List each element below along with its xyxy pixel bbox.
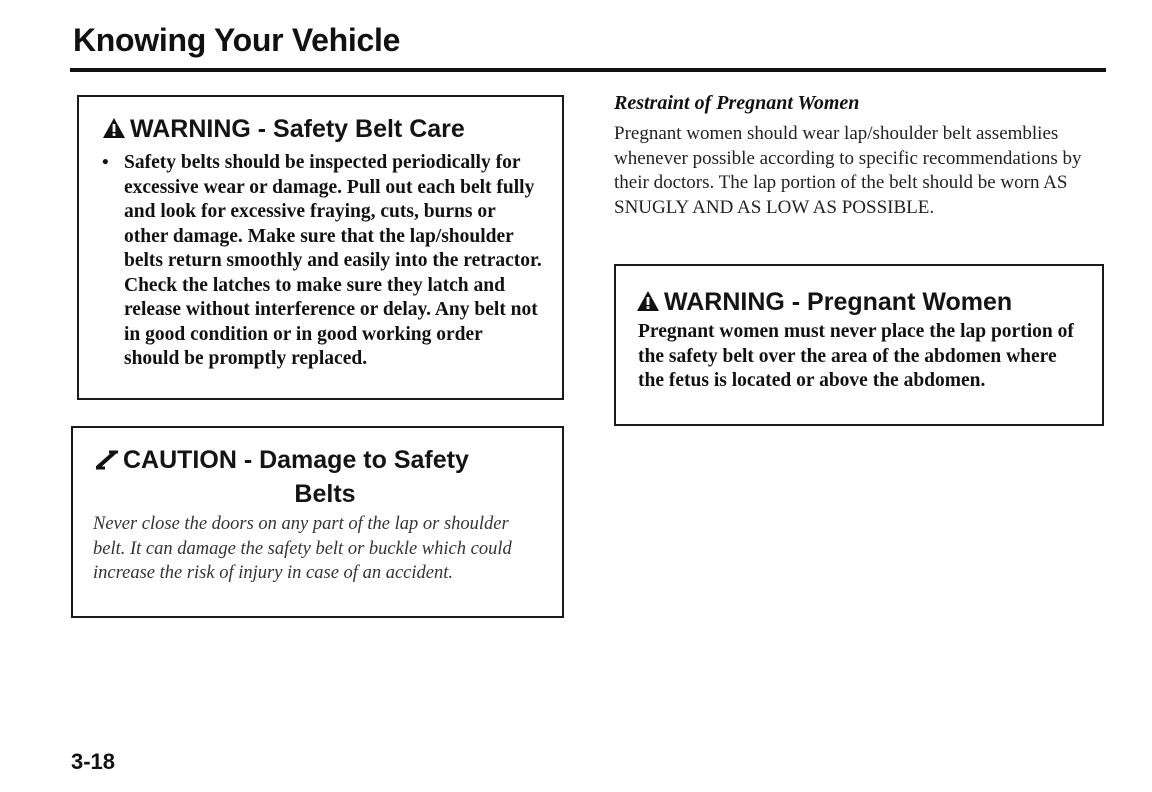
caution-box-damage-to-safety-belts <box>71 426 564 618</box>
caution-title-text-1: CAUTION - Damage to Safety <box>123 446 469 474</box>
warning-bullet-item <box>102 151 542 372</box>
warning-text: Safety belts should be inspected periodically for excessive wear or damage. Pull out each belt fully and look for excessive fraying, cuts, burns or other damage. Make sure that the lap/shoulder belts return smoothly and easily into the retractor. Check the latches to make sure they latch and release without interference or delay. Any belt not in good condition or in good working order should be promptly replaced. <box>124 152 542 369</box>
caution-title-line-1 <box>95 444 545 478</box>
warning-title <box>102 113 465 147</box>
caution-slash-icon <box>95 446 119 478</box>
warning-triangle-icon <box>636 288 660 320</box>
section-body-text: Pregnant women should wear lap/shoulder belt assemblies whenever possible according to specific recommendations by their doctors. The lap portion of the belt should be worn AS SNUGLY AND AS LOW AS POSSIBLE. <box>614 123 1082 218</box>
section-title-restraint-pregnant-women: Restraint of Pregnant Women <box>614 92 860 114</box>
warning-text: Pregnant women must never place the lap portion of the safety belt over the area of the abdomen where the fetus is located or above the abdomen. <box>638 321 1074 391</box>
page-title: Knowing Your Vehicle <box>73 22 401 58</box>
caution-title-line-2: Belts <box>294 480 356 508</box>
warning-triangle-icon <box>102 115 126 147</box>
caution-title <box>95 444 545 510</box>
bullet-icon: • <box>102 152 109 173</box>
header-divider <box>70 68 1106 72</box>
warning-title <box>636 286 1012 320</box>
caution-text: Never close the doors on any part of the lap or shoulder belt. It can damage the safety belt or buckle which could increase the risk of injury in case of an accident. <box>93 514 512 583</box>
page-number: 3-18 <box>71 749 116 774</box>
warning-title-text: WARNING - Pregnant Women <box>664 288 1013 316</box>
warning-title-text: WARNING - Safety Belt Care <box>130 115 465 143</box>
warning-box-safety-belt-care <box>77 95 564 400</box>
warning-box-pregnant-women <box>614 264 1104 426</box>
